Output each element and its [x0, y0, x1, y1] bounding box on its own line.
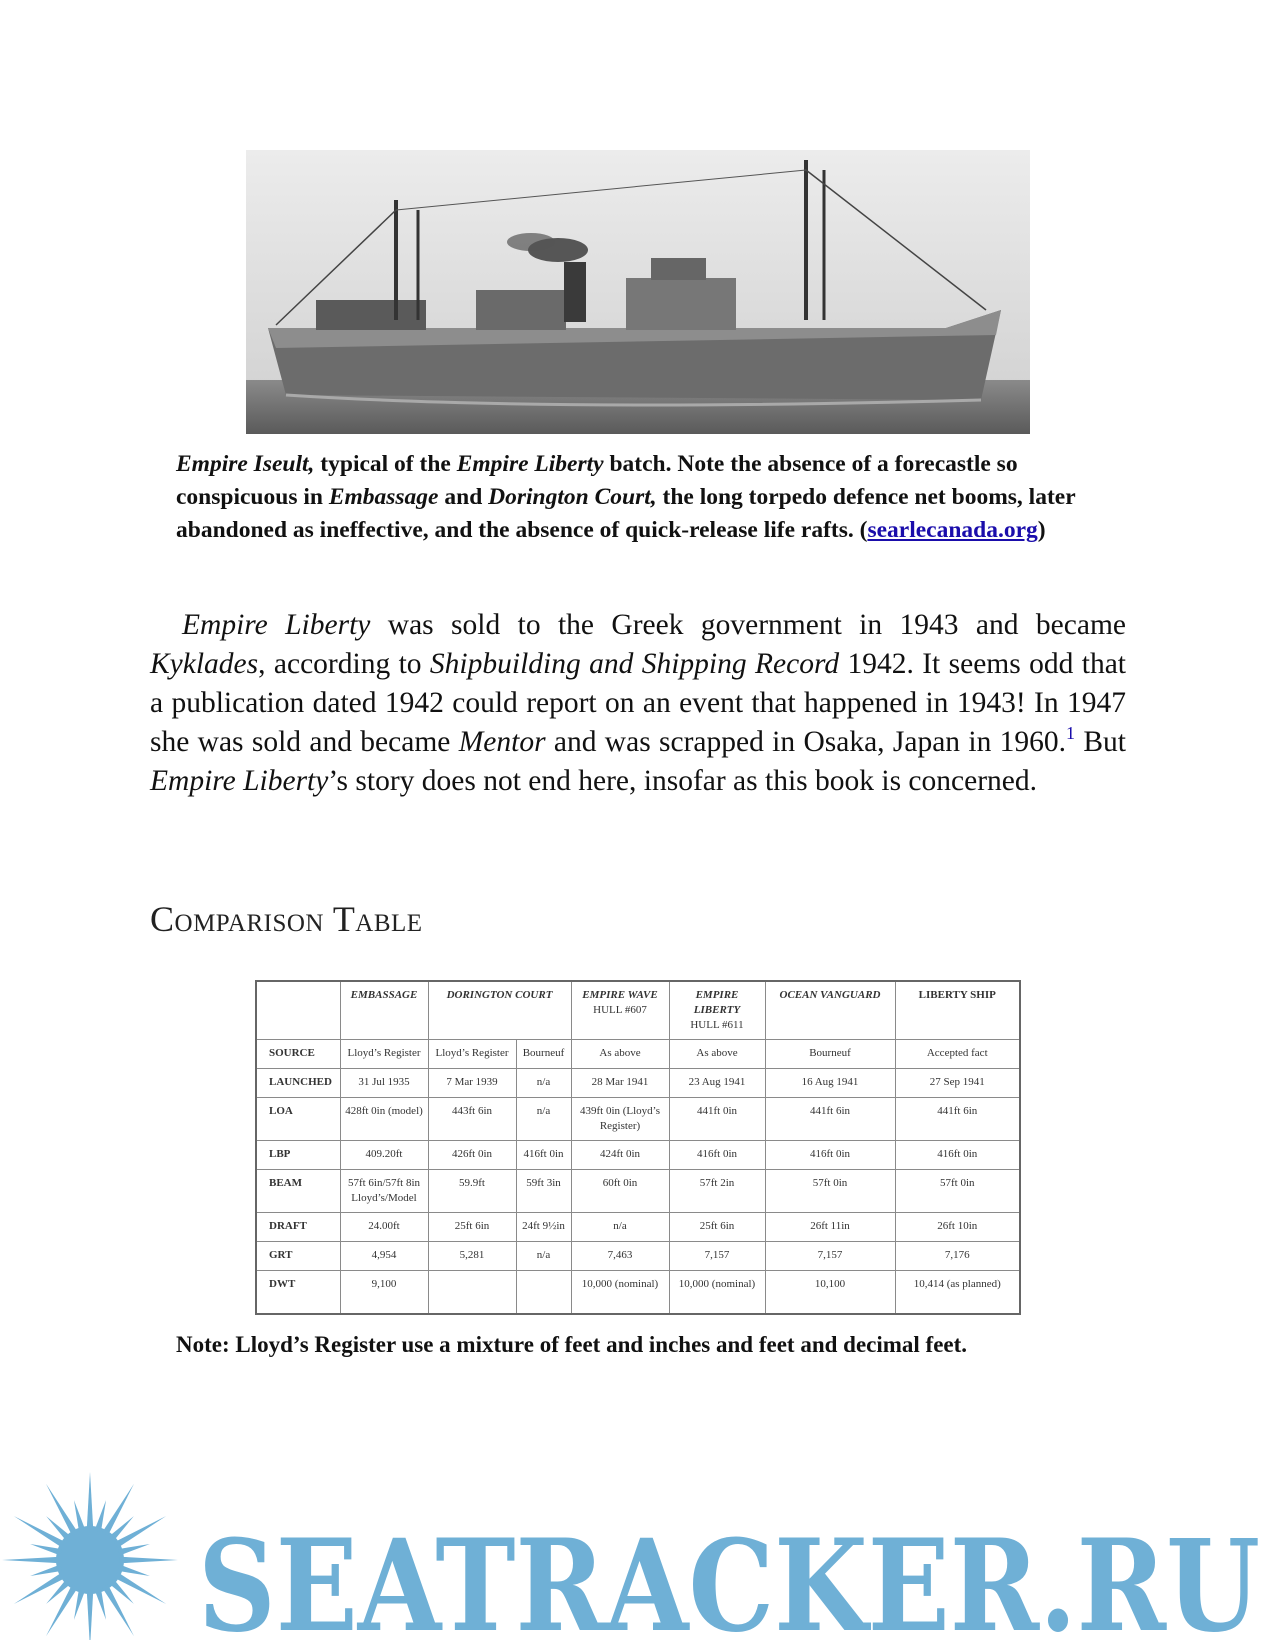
ship-name: Kyklades — [150, 648, 259, 680]
sun-ray — [102, 1584, 134, 1636]
ship-name: Empire Liberty — [150, 765, 329, 797]
table-cell: 10,000 (nominal) — [571, 1271, 669, 1315]
row-label: DRAFT — [256, 1213, 340, 1242]
section-heading: Comparison Table — [150, 899, 423, 939]
header-cell — [571, 981, 669, 1040]
table-cell: 59ft 3in — [516, 1170, 571, 1213]
header-title: EMPIRE LIBERTY — [693, 989, 741, 1016]
table-cell: 57ft 2in — [669, 1170, 765, 1213]
table-cell: 5,281 — [428, 1242, 516, 1271]
table-row — [256, 1040, 1020, 1069]
sun-burst-icon — [0, 1460, 1275, 1640]
table-cell: Bourneuf — [765, 1040, 895, 1069]
sun-ray — [74, 1500, 86, 1532]
table-cell: 10,414 (as planned) — [895, 1271, 1020, 1315]
table-cell: 60ft 0in — [571, 1170, 669, 1213]
header-cell — [765, 981, 895, 1040]
caption-text: ) — [1037, 517, 1046, 543]
sun-ray — [74, 1588, 86, 1620]
body-text-span: was sold to the Greek government in 1943 and became — [370, 609, 1126, 641]
footnote-ref[interactable]: 1 — [1066, 723, 1076, 743]
table-cell: 441ft 6in — [765, 1098, 895, 1141]
table-cell: 24ft 9½in — [516, 1213, 571, 1242]
table-cell: 7,157 — [669, 1242, 765, 1271]
table-cell: 28 Mar 1941 — [571, 1069, 669, 1098]
sun-ray — [87, 1472, 94, 1530]
table-cell: 428ft 0in (model) — [340, 1098, 428, 1141]
header-cell — [895, 981, 1020, 1040]
sun-ray — [95, 1500, 107, 1532]
row-label: LAUNCHED — [256, 1069, 340, 1098]
table-cell: 441ft 0in — [669, 1098, 765, 1141]
table-cell: 27 Sep 1941 — [895, 1069, 1020, 1098]
table-cell: As above — [571, 1040, 669, 1069]
ship-name: Mentor — [458, 726, 546, 758]
body-text-span: But — [1075, 726, 1127, 758]
ship-photo-icon — [246, 150, 1030, 434]
table-header-row — [256, 981, 1020, 1040]
table-cell: 409.20ft — [340, 1141, 428, 1170]
table-cell: 426ft 0in — [428, 1141, 516, 1170]
caption-ship-name: Embassage — [328, 484, 439, 510]
table-cell: 7 Mar 1939 — [428, 1069, 516, 1098]
sun-ray — [14, 1572, 66, 1604]
table-cell: 24.00ft — [340, 1213, 428, 1242]
header-cell-blank — [256, 981, 340, 1040]
sun-ray — [118, 1544, 150, 1556]
table-cell: 416ft 0in — [669, 1141, 765, 1170]
header-cell — [340, 981, 428, 1040]
header-title: DORINGTON COURT — [446, 989, 553, 1001]
table-cell: As above — [669, 1040, 765, 1069]
header-cell — [669, 981, 765, 1040]
table-cell: 16 Aug 1941 — [765, 1069, 895, 1098]
table-cell: Accepted fact — [895, 1040, 1020, 1069]
table-cell: n/a — [516, 1098, 571, 1141]
ship-photo — [246, 150, 1030, 434]
sun-ray — [30, 1565, 62, 1577]
table-row — [256, 1141, 1020, 1170]
table-cell: 25ft 6in — [428, 1213, 516, 1242]
table-cell: 57ft 6in/57ft 8in Lloyd’s/Model — [340, 1170, 428, 1213]
table-cell: 416ft 0in — [895, 1141, 1020, 1170]
header-title: EMBASSAGE — [350, 989, 418, 1001]
caption-text: the long torpedo defence net booms, later abandoned as ineffective, and the absence of quick-release life rafts. ( — [176, 484, 1076, 543]
table-cell: Bourneuf — [516, 1040, 571, 1069]
table-cell: 57ft 0in — [765, 1170, 895, 1213]
table-cell: 424ft 0in — [571, 1141, 669, 1170]
table-cell: 7,176 — [895, 1242, 1020, 1271]
table-cell: 441ft 6in — [895, 1098, 1020, 1141]
table-cell — [428, 1271, 516, 1315]
table-cell: 9,100 — [340, 1271, 428, 1315]
table-cell: 443ft 6in — [428, 1098, 516, 1141]
header-subtitle: HULL #611 — [690, 1019, 744, 1031]
table-cell: 26ft 11in — [765, 1213, 895, 1242]
table-cell: n/a — [516, 1069, 571, 1098]
table-cell: 416ft 0in — [765, 1141, 895, 1170]
header-cell — [428, 981, 571, 1040]
table-cell: Lloyd’s Register — [428, 1040, 516, 1069]
table-cell — [516, 1271, 571, 1315]
table-row — [256, 1170, 1020, 1213]
body-text-span: , according to — [258, 648, 430, 680]
header-title: EMPIRE WAVE — [582, 989, 658, 1001]
table-cell: 25ft 6in — [669, 1213, 765, 1242]
table-cell: 57ft 0in — [895, 1170, 1020, 1213]
header-subtitle: HULL #607 — [593, 1004, 647, 1016]
photo-caption — [176, 448, 1106, 547]
table-cell: 31 Jul 1935 — [340, 1069, 428, 1098]
sun-ray — [118, 1565, 150, 1577]
ship-name: Empire Liberty — [182, 609, 371, 641]
table-cell: n/a — [571, 1213, 669, 1242]
table-note: Note: Lloyd’s Register use a mixture of feet and inches and feet and decimal feet. — [176, 1332, 968, 1357]
table-cell: 4,954 — [340, 1242, 428, 1271]
sun-ray — [2, 1557, 60, 1564]
table-cell: 26ft 10in — [895, 1213, 1020, 1242]
sun-ray — [30, 1544, 62, 1556]
table-row — [256, 1069, 1020, 1098]
caption-batch-name: Empire Liberty — [456, 451, 604, 477]
watermark-logo — [0, 1460, 1275, 1640]
row-label: GRT — [256, 1242, 340, 1271]
logo-text: SEATRACKER.RU — [198, 1512, 1260, 1640]
row-label: LOA — [256, 1098, 340, 1141]
caption-text: batch. Note the absence of a forecastle so conspicuous in — [176, 451, 1018, 510]
sun-ray — [114, 1516, 166, 1548]
comparison-table-grid — [255, 980, 1021, 1315]
caption-ship-name: Empire Iseult, — [176, 451, 315, 477]
table-cell: 439ft 0in (Lloyd’s Register) — [571, 1098, 669, 1141]
table-cell: 416ft 0in — [516, 1141, 571, 1170]
sun-ray — [14, 1516, 66, 1548]
row-label: SOURCE — [256, 1040, 340, 1069]
table-row — [256, 1242, 1020, 1271]
table-row — [256, 1271, 1020, 1315]
header-title: OCEAN VANGUARD — [779, 989, 881, 1001]
sun-ray — [46, 1584, 78, 1636]
row-label: DWT — [256, 1271, 340, 1315]
table-cell: Lloyd’s Register — [340, 1040, 428, 1069]
sun-ray — [114, 1572, 166, 1604]
body-paragraph — [150, 606, 1126, 801]
body-text-span: ’s story does not end here, insofar as this book is concerned. — [328, 765, 1038, 797]
table-row — [256, 1098, 1020, 1141]
sun-ray — [87, 1590, 94, 1640]
table-cell: 59.9ft — [428, 1170, 516, 1213]
sun-ray — [95, 1588, 107, 1620]
source-link[interactable]: searlecanada.org — [867, 517, 1038, 543]
sun-ray — [102, 1484, 134, 1536]
caption-text: and — [438, 484, 489, 510]
table-cell: 23 Aug 1941 — [669, 1069, 765, 1098]
publication-title: Shipbuilding and Shipping Record — [429, 648, 840, 680]
table-cell: 7,157 — [765, 1242, 895, 1271]
body-text-span: and was scrapped in Osaka, Japan in 1960. — [545, 726, 1067, 758]
header-title: LIBERTY SHIP — [918, 989, 996, 1001]
table-cell: 10,100 — [765, 1271, 895, 1315]
table-cell: 10,000 (nominal) — [669, 1271, 765, 1315]
table-row — [256, 1213, 1020, 1242]
caption-text: typical of the — [314, 451, 457, 477]
sun-ray — [120, 1557, 178, 1564]
sun-ray — [46, 1484, 78, 1536]
table-cell: 7,463 — [571, 1242, 669, 1271]
row-label: LBP — [256, 1141, 340, 1170]
row-label: BEAM — [256, 1170, 340, 1213]
comparison-table — [255, 980, 1019, 1315]
table-cell: n/a — [516, 1242, 571, 1271]
body-text-span: 1942. It seems odd that a publication dated 1942 could report on an event that happened in 1943! In 1947 she was sold and became — [150, 648, 1126, 758]
caption-ship-name: Dorington Court, — [488, 484, 657, 510]
